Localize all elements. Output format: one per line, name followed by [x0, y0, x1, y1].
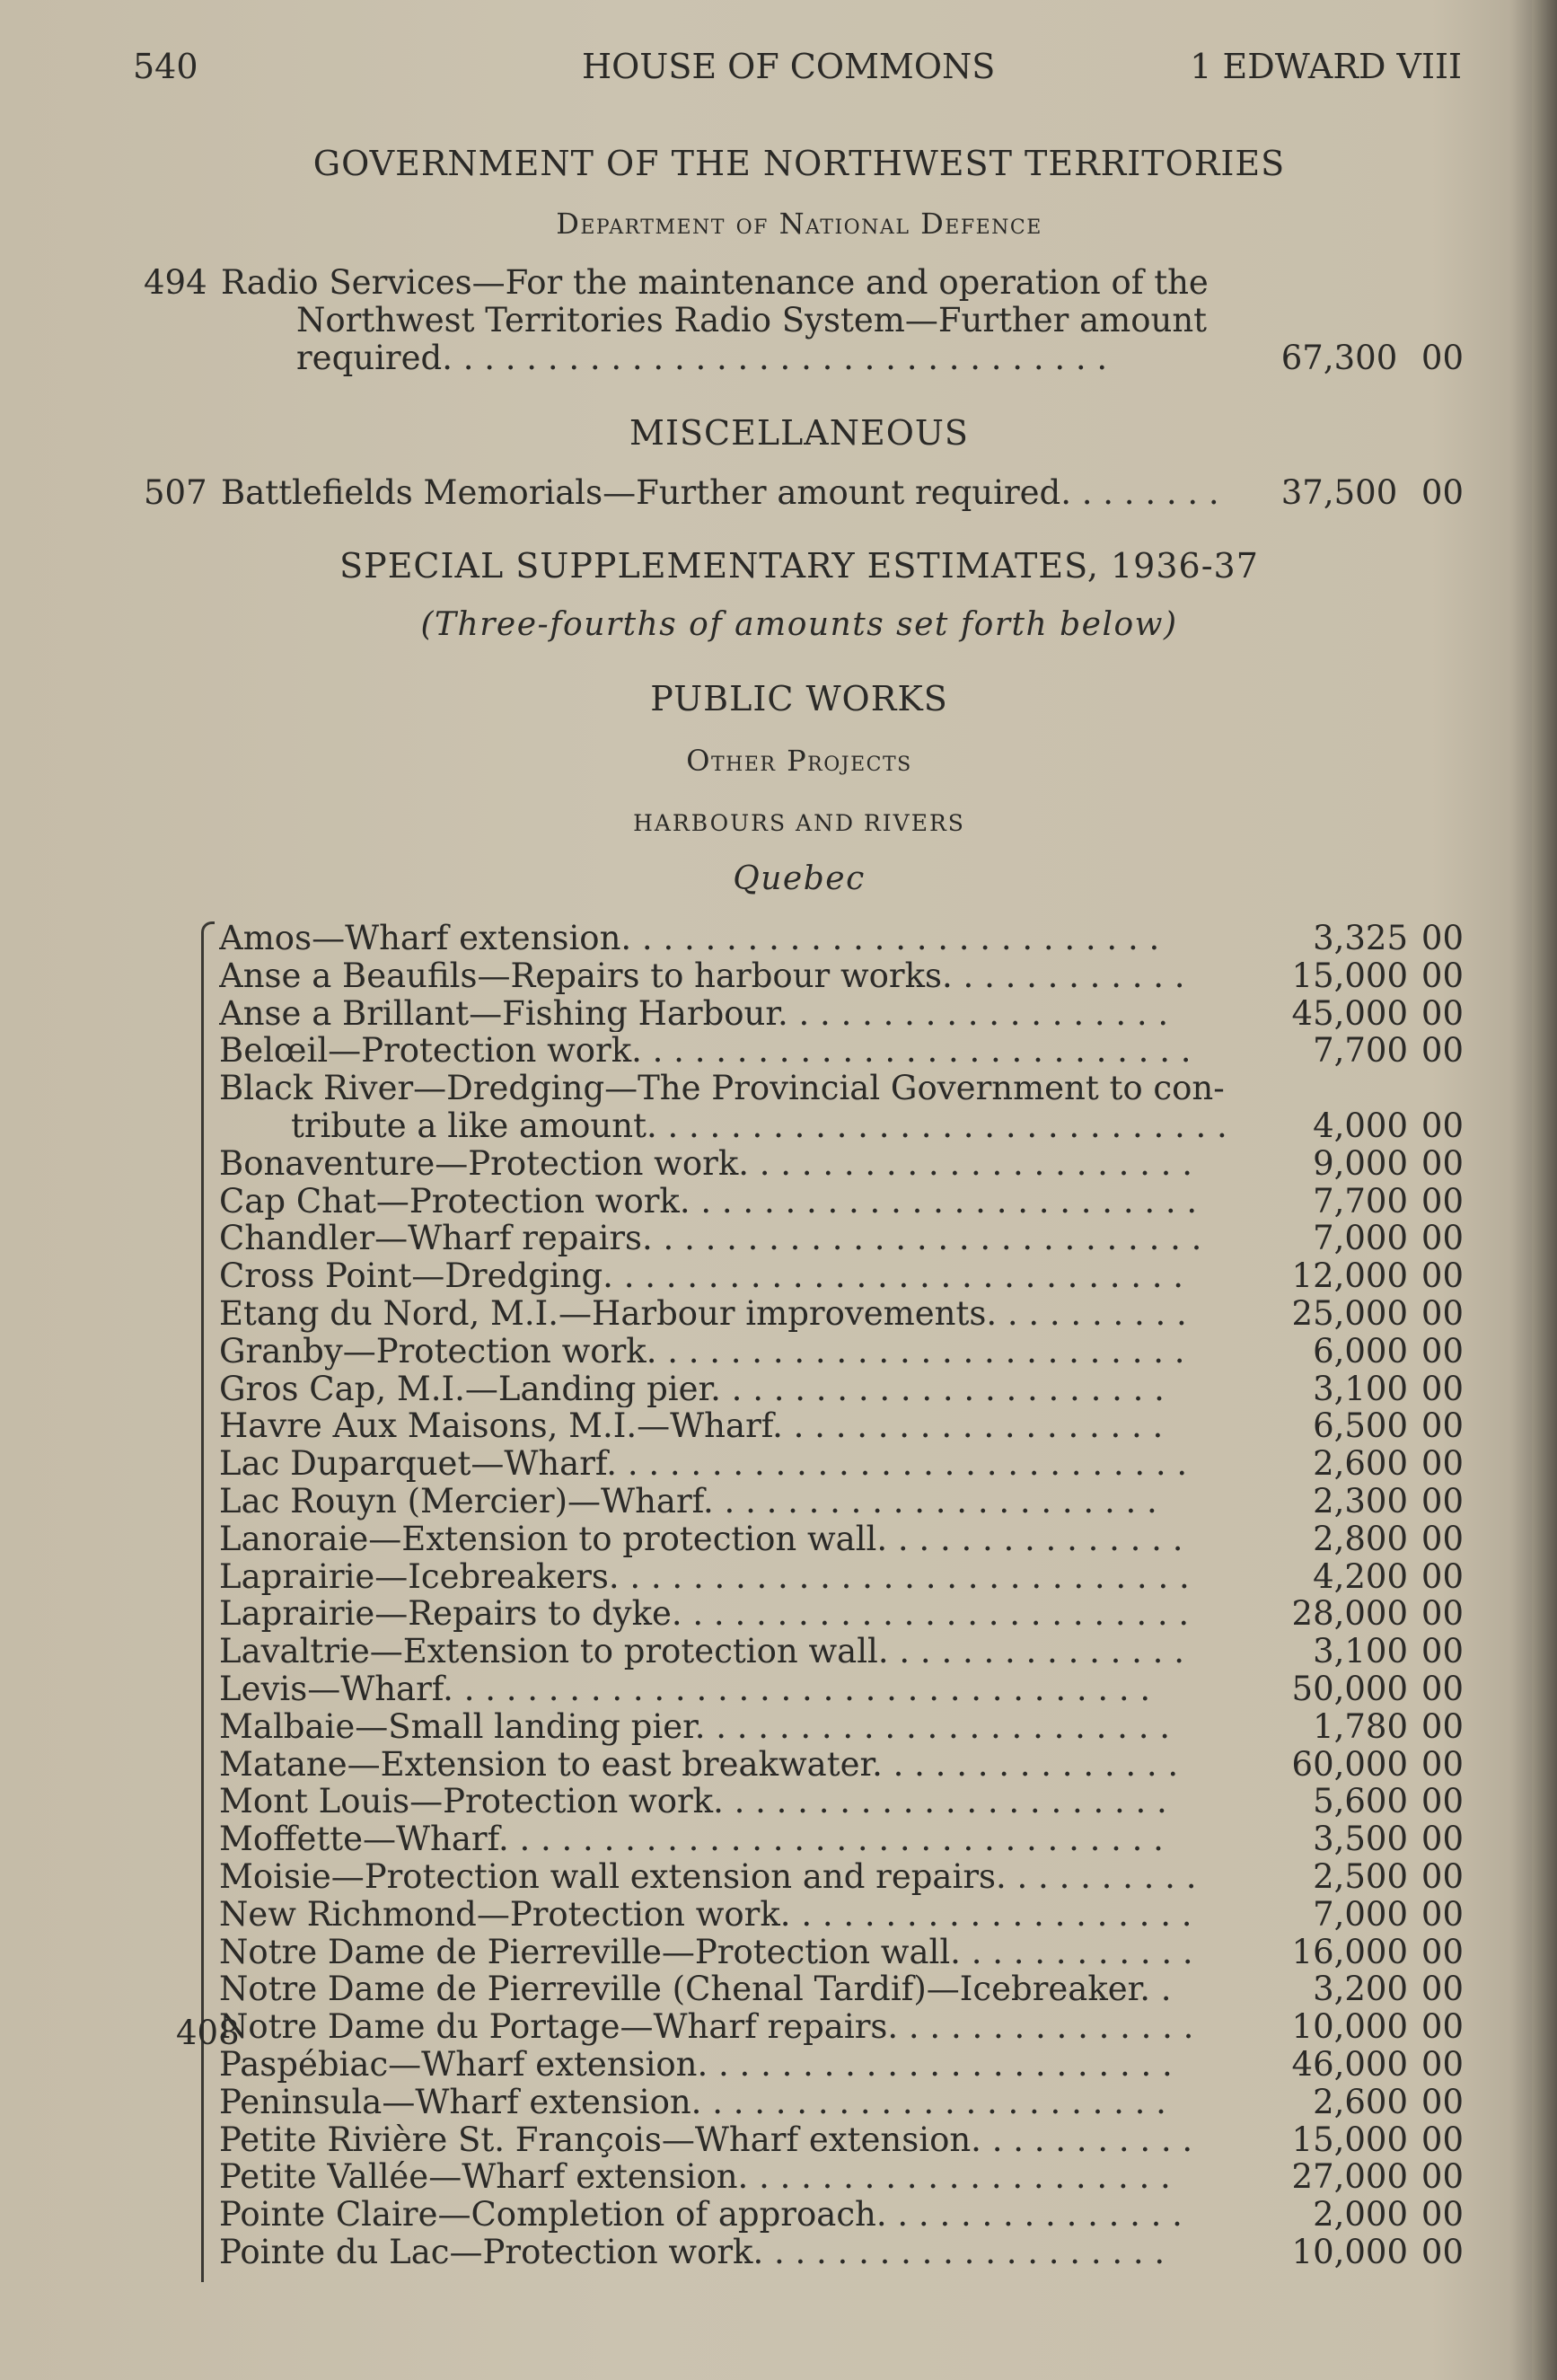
- entry-line-3: required. . . . . . . . . . . . . . . . . . . . . . . . . . . . . . . .: [296, 339, 1108, 377]
- page-number: 540: [133, 47, 198, 86]
- amount-dollars: 67,300: [1280, 339, 1398, 377]
- item-description: Chandler—Wharf repairs. . . . . . . . . . . . . . . . . . . . . . . . . . .: [219, 1220, 1202, 1258]
- item-amount: [1292, 2158, 1464, 2196]
- entry-line-2: Northwest Territories Radio System—Further amount: [296, 301, 1208, 339]
- item-description: Levis—Wharf. . . . . . . . . . . . . . . . . . . . . . . . . . . . . . . . . .: [219, 1670, 1151, 1708]
- item-description: Anse a Brillant—Fishing Harbour. . . . . . . . . . . . . . . . . . .: [219, 994, 1169, 1033]
- item-description: Moffette—Wharf. . . . . . . . . . . . . . . . . . . . . . . . . . . . . . . .: [219, 1820, 1164, 1858]
- amount-dollars: 3,100: [1313, 1369, 1408, 1408]
- amount-dollars: 7,700: [1313, 1031, 1408, 1071]
- item-description: Laprairie—Repairs to dyke. . . . . . . . . . . . . . . . . . . . . . . . .: [219, 1595, 1190, 1634]
- amount-dollars: 12,000: [1291, 1256, 1408, 1296]
- list-item: [144, 1371, 1464, 1408]
- vote-number: 494: [144, 263, 207, 302]
- item-description: Lanoraie—Extension to protection wall. . . . . . . . . . . . . . .: [219, 1520, 1183, 1558]
- list-item: [144, 1934, 1464, 1971]
- amount-dollars: 2,000: [1313, 2195, 1408, 2235]
- item-description: Notre Dame de Pierreville—Protection wall. . . . . . . . . . . .: [219, 1933, 1193, 1971]
- amount-cents: 00: [1421, 1632, 1464, 1671]
- list-item: [144, 1820, 1464, 1858]
- amount-cents: 00: [1421, 1669, 1464, 1708]
- list-item: [144, 1970, 1464, 2008]
- amount-cents: 00: [1421, 1706, 1464, 1746]
- list-item: [144, 995, 1464, 1033]
- item-amount: [1313, 1145, 1464, 1183]
- list-item: [144, 1407, 1464, 1445]
- item-description: Mont Louis—Protection work. . . . . . . . . . . . . . . . . . . . . .: [219, 1783, 1167, 1821]
- amount-cents: 00: [1421, 1556, 1464, 1596]
- list-item: [144, 2121, 1464, 2159]
- amount-cents: 00: [1421, 1820, 1464, 1859]
- list-item: [144, 1333, 1464, 1371]
- item-description: Pointe du Lac—Protection work. . . . . . . . . . . . . . . . . . . .: [219, 2233, 1166, 2271]
- item-amount: [1292, 1934, 1464, 1971]
- amount-dollars: 3,325: [1313, 919, 1408, 957]
- amount-dollars: 37,500: [1280, 473, 1398, 512]
- amount-cents: 00: [1421, 1594, 1464, 1634]
- amount-dollars: 25,000: [1291, 1293, 1408, 1333]
- item-amount: [1313, 1858, 1464, 1896]
- list-item: [144, 2046, 1464, 2084]
- amount-dollars: 2,800: [1313, 1519, 1408, 1558]
- item-amount: [1313, 1032, 1464, 1070]
- list-item: [144, 1746, 1464, 1784]
- vote-494-entry: [144, 264, 1464, 377]
- item-description: Gros Cap, M.I.—Landing pier. . . . . . . . . . . . . . . . . . . . . .: [219, 1370, 1165, 1408]
- amount-cents: 00: [1421, 2082, 1464, 2121]
- item-amount: [1313, 1558, 1464, 1596]
- item-description: Cross Point—Dredging. . . . . . . . . . . . . . . . . . . . . . . . . . . .: [219, 1257, 1184, 1295]
- item-amount: [1292, 1670, 1464, 1708]
- public-works-heading: PUBLIC WORKS: [650, 679, 948, 718]
- item-amount: [1313, 2196, 1464, 2234]
- vote-number: 507: [144, 473, 207, 512]
- list-item: [144, 1858, 1464, 1896]
- item-description: Black River—Dredging—The Provincial Government to con-: [219, 1070, 1225, 1107]
- list-item: [144, 1220, 1464, 1257]
- amount-cents: 00: [1421, 1143, 1464, 1183]
- amount-cents: 00: [1421, 919, 1464, 957]
- other-projects-heading: Other Projects: [686, 744, 912, 778]
- item-description: Lavaltrie—Extension to protection wall. . . . . . . . . . . . . . .: [219, 1633, 1184, 1670]
- amount-dollars: 15,000: [1291, 956, 1408, 995]
- list-item: [144, 2084, 1464, 2121]
- works-rows: [144, 920, 1464, 2271]
- amount-dollars: 6,000: [1313, 1331, 1408, 1371]
- amount-cents: 00: [1421, 1744, 1464, 1784]
- amount-cents: 00: [1421, 2044, 1464, 2084]
- item-description: Cap Chat—Protection work. . . . . . . . . . . . . . . . . . . . . . . . .: [219, 1182, 1198, 1221]
- list-item: [144, 1521, 1464, 1558]
- item-amount: [1292, 957, 1464, 995]
- list-item: [144, 1595, 1464, 1633]
- list-item: [144, 1483, 1464, 1521]
- amount-dollars: 3,100: [1313, 1632, 1408, 1671]
- amount-cents: 00: [1421, 1519, 1464, 1558]
- item-amount: [1292, 2046, 1464, 2084]
- amount-cents: 00: [1421, 2232, 1464, 2271]
- amount-dollars: 6,500: [1313, 1406, 1408, 1446]
- list-item: [144, 2158, 1464, 2196]
- item-description: Lac Duparquet—Wharf. . . . . . . . . . . . . . . . . . . . . . . . . . . .: [219, 1445, 1188, 1483]
- item-description: Petite Rivière St. François—Wharf extension. . . . . . . . . . .: [219, 2120, 1193, 2159]
- item-description: Malbaie—Small landing pier. . . . . . . . . . . . . . . . . . . . . . .: [219, 1707, 1170, 1746]
- item-description: Petite Vallée—Wharf extension. . . . . . . . . . . . . . . . . . . . .: [219, 2158, 1171, 2197]
- amount-dollars: 3,200: [1313, 1970, 1408, 2009]
- list-item: [144, 1783, 1464, 1820]
- item-amount: [1292, 1746, 1464, 1784]
- section-title-nwt: GOVERNMENT OF THE NORTHWEST TERRITORIES: [312, 144, 1286, 183]
- item-amount: [1313, 2084, 1464, 2121]
- entry-description: [221, 474, 1388, 512]
- item-description: Peninsula—Wharf extension. . . . . . . . . . . . . . . . . . . . . . .: [219, 2083, 1166, 2121]
- item-description: Matane—Extension to east breakwater. . . . . . . . . . . . . . .: [219, 1745, 1179, 1784]
- amount-dollars: 27,000: [1291, 2157, 1408, 2197]
- item-amount: [1313, 1183, 1464, 1221]
- entry-description: [221, 264, 1388, 377]
- amount-dollars: 2,500: [1313, 1856, 1408, 1896]
- item-description: Pointe Claire—Completion of approach. . . . . . . . . . . . . . .: [219, 2196, 1183, 2234]
- item-amount: [1313, 1820, 1464, 1858]
- list-item: [144, 1257, 1464, 1295]
- amount-cents: 00: [1421, 473, 1464, 512]
- item-amount: [1313, 1107, 1464, 1145]
- item-amount: [1292, 1295, 1464, 1333]
- item-description: Notre Dame de Pierreville (Chenal Tardif)—Icebreaker. .: [219, 1970, 1172, 2009]
- amount-dollars: 5,600: [1313, 1782, 1408, 1821]
- list-item: [144, 1070, 1464, 1145]
- amount-cents: 00: [1421, 1331, 1464, 1371]
- amount-cents: 00: [1421, 1932, 1464, 1971]
- amount-dollars: 50,000: [1291, 1669, 1408, 1708]
- section-title-misc: MISCELLANEOUS: [629, 413, 969, 453]
- item-amount: [1313, 1407, 1464, 1445]
- item-description-continued: tribute a like amount. . . . . . . . . . . . . . . . . . . . . . . . . . . .: [291, 1106, 1227, 1145]
- item-amount: [1292, 1595, 1464, 1633]
- harbours-heading: HARBOURS AND RIVERS: [633, 810, 965, 836]
- amount-dollars: 1,780: [1313, 1706, 1408, 1746]
- running-head: [133, 47, 1462, 101]
- amount-cents: 00: [1421, 1293, 1464, 1333]
- amount-cents: 00: [1421, 993, 1464, 1033]
- list-item: [144, 2234, 1464, 2271]
- amount-cents: 00: [1421, 1031, 1464, 1071]
- amount-cents: 00: [1421, 1106, 1464, 1145]
- book-spine-shadow: [1532, 0, 1557, 2380]
- amount-cents: 00: [1421, 1369, 1464, 1408]
- amount-cents: 00: [1421, 956, 1464, 995]
- amount-cents: 00: [1421, 1219, 1464, 1258]
- list-item: [144, 1183, 1464, 1221]
- amount-dollars: 60,000: [1291, 1744, 1408, 1784]
- amount-cents: 00: [1421, 1782, 1464, 1821]
- item-amount: [1292, 2234, 1464, 2271]
- item-description: Notre Dame du Portage—Wharf repairs. . . . . . . . . . . . . . .: [219, 2008, 1194, 2046]
- list-item: [144, 1295, 1464, 1333]
- amount-dollars: 4,000: [1313, 1106, 1408, 1145]
- list-item: [144, 1032, 1464, 1070]
- item-description: Granby—Protection work. . . . . . . . . . . . . . . . . . . . . . . . . .: [219, 1332, 1185, 1371]
- entry-line-1: Radio Services—For the maintenance and operation of the: [221, 263, 1209, 302]
- item-amount: [1313, 1371, 1464, 1408]
- list-item: [144, 1633, 1464, 1670]
- entry-amount: [1281, 474, 1464, 512]
- amount-dollars: 7,700: [1313, 1181, 1408, 1221]
- item-amount: [1313, 1708, 1464, 1746]
- amount-dollars: 7,000: [1313, 1219, 1408, 1258]
- amount-dollars: 9,000: [1313, 1143, 1408, 1183]
- item-description: Etang du Nord, M.I.—Harbour improvements. . . . . . . . . .: [219, 1294, 1187, 1333]
- item-amount: [1313, 1445, 1464, 1483]
- amount-dollars: 7,000: [1313, 1894, 1408, 1934]
- item-amount: [1313, 1521, 1464, 1558]
- list-item: [144, 957, 1464, 995]
- entry-line-1: Battlefields Memorials—Further amount required. . . . . . . .: [221, 473, 1219, 512]
- amount-cents: 00: [1421, 1444, 1464, 1484]
- list-item: [144, 2008, 1464, 2046]
- item-amount: [1313, 1783, 1464, 1820]
- item-description: New Richmond—Protection work. . . . . . . . . . . . . . . . . . . .: [219, 1895, 1192, 1934]
- section-subtitle: (Three-fourths of amounts set forth below): [420, 606, 1178, 643]
- amount-dollars: 2,300: [1313, 1481, 1408, 1521]
- amount-cents: 00: [1421, 2120, 1464, 2159]
- amount-dollars: 16,000: [1291, 1932, 1408, 1971]
- item-description: Anse a Beaufils—Repairs to harbour works. . . . . . . . . . . .: [219, 956, 1185, 995]
- province-heading: Quebec: [733, 860, 866, 897]
- amount-cents: 00: [1421, 1181, 1464, 1221]
- item-description: Havre Aux Maisons, M.I.—Wharf. . . . . . . . . . . . . . . . . . .: [219, 1407, 1164, 1446]
- amount-cents: 00: [1421, 2195, 1464, 2235]
- item-description: Laprairie—Icebreakers. . . . . . . . . . . . . . . . . . . . . . . . . . . .: [219, 1557, 1190, 1596]
- amount-dollars: 4,200: [1313, 1556, 1408, 1596]
- list-item: [144, 1896, 1464, 1934]
- vote-507-entry: [144, 474, 1464, 512]
- list-item: [144, 2196, 1464, 2234]
- amount-cents: 00: [1421, 1481, 1464, 1521]
- item-amount: [1292, 1257, 1464, 1295]
- item-description: Paspébiac—Wharf extension. . . . . . . . . . . . . . . . . . . . . . .: [219, 2045, 1173, 2084]
- amount-dollars: 3,500: [1313, 1820, 1408, 1859]
- amount-cents: 00: [1421, 1894, 1464, 1934]
- amount-dollars: 10,000: [1291, 2007, 1408, 2047]
- item-description: Bonaventure—Protection work. . . . . . . . . . . . . . . . . . . . . .: [219, 1144, 1192, 1183]
- department-heading: Department of National Defence: [556, 207, 1042, 241]
- item-amount: [1313, 1220, 1464, 1257]
- amount-dollars: 15,000: [1291, 2120, 1408, 2159]
- list-item: [144, 1708, 1464, 1746]
- amount-dollars: 45,000: [1291, 993, 1408, 1033]
- item-amount: [1313, 1633, 1464, 1670]
- entry-amount: [1281, 339, 1464, 377]
- item-amount: [1313, 920, 1464, 957]
- item-description: Amos—Wharf extension. . . . . . . . . . . . . . . . . . . . . . . . . .: [219, 920, 1160, 957]
- item-amount: [1292, 2008, 1464, 2046]
- item-amount: [1313, 1896, 1464, 1934]
- item-amount: [1313, 1483, 1464, 1521]
- list-item: [144, 1670, 1464, 1708]
- list-item: [144, 1558, 1464, 1596]
- item-amount: [1292, 995, 1464, 1033]
- item-description: Belœil—Protection work. . . . . . . . . . . . . . . . . . . . . . . . . . .: [219, 1032, 1192, 1071]
- item-description: Moisie—Protection wall extension and repairs. . . . . . . . . .: [219, 1857, 1197, 1896]
- amount-cents: 00: [1421, 339, 1464, 377]
- amount-cents: 00: [1421, 1970, 1464, 2009]
- vote-number-408: 408: [176, 2014, 240, 2052]
- list-item: [144, 920, 1464, 957]
- amount-dollars: 10,000: [1291, 2232, 1408, 2271]
- amount-dollars: 28,000: [1291, 1594, 1408, 1634]
- amount-cents: 00: [1421, 1856, 1464, 1896]
- section-title-special: SPECIAL SUPPLEMENTARY ESTIMATES, 1936-37: [339, 546, 1259, 586]
- list-item: [144, 1145, 1464, 1183]
- amount-dollars: 2,600: [1313, 1444, 1408, 1484]
- amount-cents: 00: [1421, 1256, 1464, 1296]
- amount-cents: 00: [1421, 2157, 1464, 2197]
- amount-cents: 00: [1421, 2007, 1464, 2047]
- item-description: Lac Rouyn (Mercier)—Wharf. . . . . . . . . . . . . . . . . . . . . .: [219, 1482, 1157, 1521]
- quebec-works-list: [144, 920, 1464, 2271]
- amount-cents: 00: [1421, 1406, 1464, 1446]
- list-item: [144, 1445, 1464, 1483]
- session-label: 1 EDWARD VIII: [1190, 47, 1462, 86]
- item-amount: [1292, 2121, 1464, 2159]
- item-amount: [1313, 1970, 1464, 2008]
- amount-dollars: 2,600: [1313, 2082, 1408, 2121]
- item-amount: [1313, 1333, 1464, 1371]
- amount-dollars: 46,000: [1291, 2044, 1408, 2084]
- house-title: HOUSE OF COMMONS: [582, 47, 996, 86]
